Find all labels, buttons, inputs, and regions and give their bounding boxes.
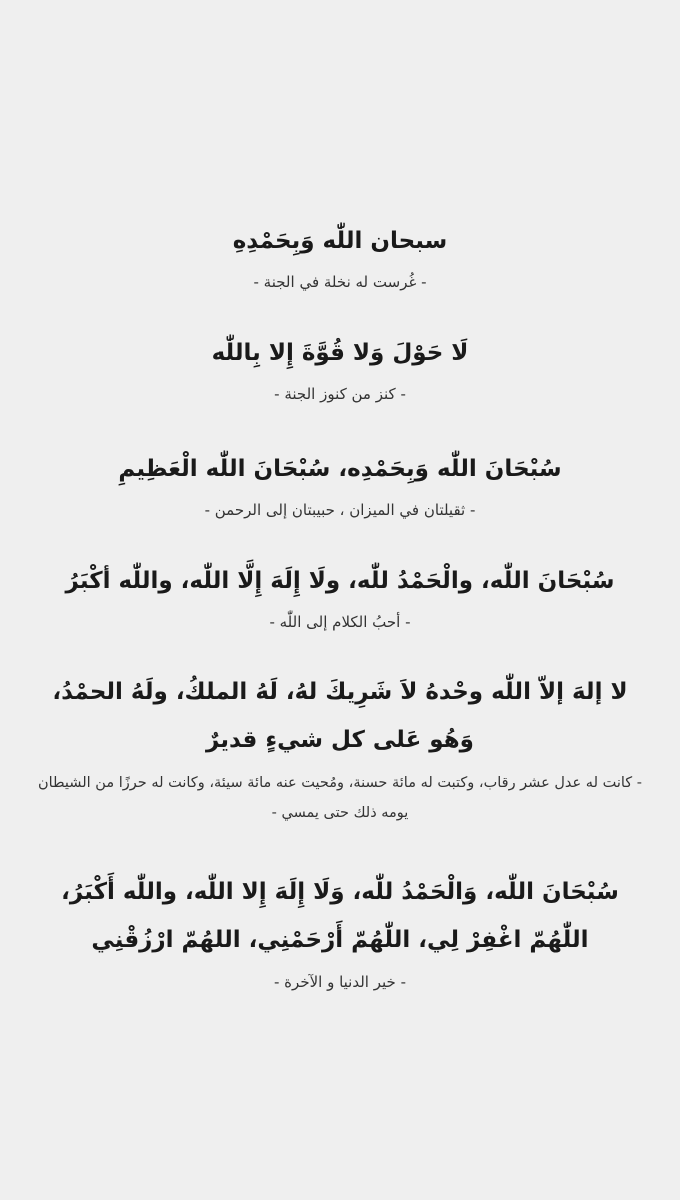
dhikr-virtue: - كانت له عدل عشر رقاب، وكتبت له مائة حسنة، ومُحيت عنه مائة سيئة، وكانت له حرزًا من الشيطان يومه ذلك حتى يمسي - xyxy=(37,775,643,821)
dhikr-text: سُبْحَانَ اللّٰه وَبِحَمْدِه، سُبْحَانَ اللّٰه الْعَظِيمِ xyxy=(118,456,562,482)
dhikr-virtue: - كنز من كنوز الجنة - xyxy=(274,385,406,403)
dhikr-text: لا إلهَ إلاّ اللّٰه وحْدهُ لاَ شَرِيكَ لهُ، لَهُ الملكُ، ولَهُ الحمْدُ، وَهُو عَلى كل شيءٍ قديرٌ xyxy=(52,679,628,753)
dhikr-block-6 xyxy=(30,868,650,996)
dhikr-block-5 xyxy=(30,668,650,828)
dhikr-virtue: - خير الدنيا و الآخرة - xyxy=(274,973,406,991)
dhikr-block-2 xyxy=(40,330,640,408)
dhikr-block-3 xyxy=(40,446,640,524)
dhikr-text: سبحان اللّٰه وَبِحَمْدِهِ xyxy=(232,228,448,254)
dhikr-virtue: - أحبُ الكلام إلى اللّٰه - xyxy=(269,613,411,631)
dhikr-text: لَا حَوْلَ وَلا قُوَّةَ إِلا بِاللّٰه xyxy=(211,340,469,366)
dhikr-text: سُبْحَانَ اللّٰه، والْحَمْدُ للّٰه، ولَا إِلَهَ إِلَّا اللّٰه، واللّٰه أكْبَرُ xyxy=(65,568,615,594)
dhikr-block-4 xyxy=(40,558,640,636)
dhikr-text: سُبْحَانَ اللّٰه، وَالْحَمْدُ للّٰه، وَلَا إِلَهَ إِلا اللّٰه، واللّٰه أَكْبَرُ، اللّٰهُمّ اغْفِرْ لِي، اللّٰهُمّ أَرْحَمْنِي، اللهُمّ ارْزُقْنِي xyxy=(61,879,619,953)
dhikr-block-1 xyxy=(40,218,640,296)
dhikr-virtue: - غُرست له نخلة في الجنة - xyxy=(253,273,427,291)
dhikr-virtue: - ثقيلتان في الميزان ، حبيبتان إلى الرحمن - xyxy=(204,501,476,519)
